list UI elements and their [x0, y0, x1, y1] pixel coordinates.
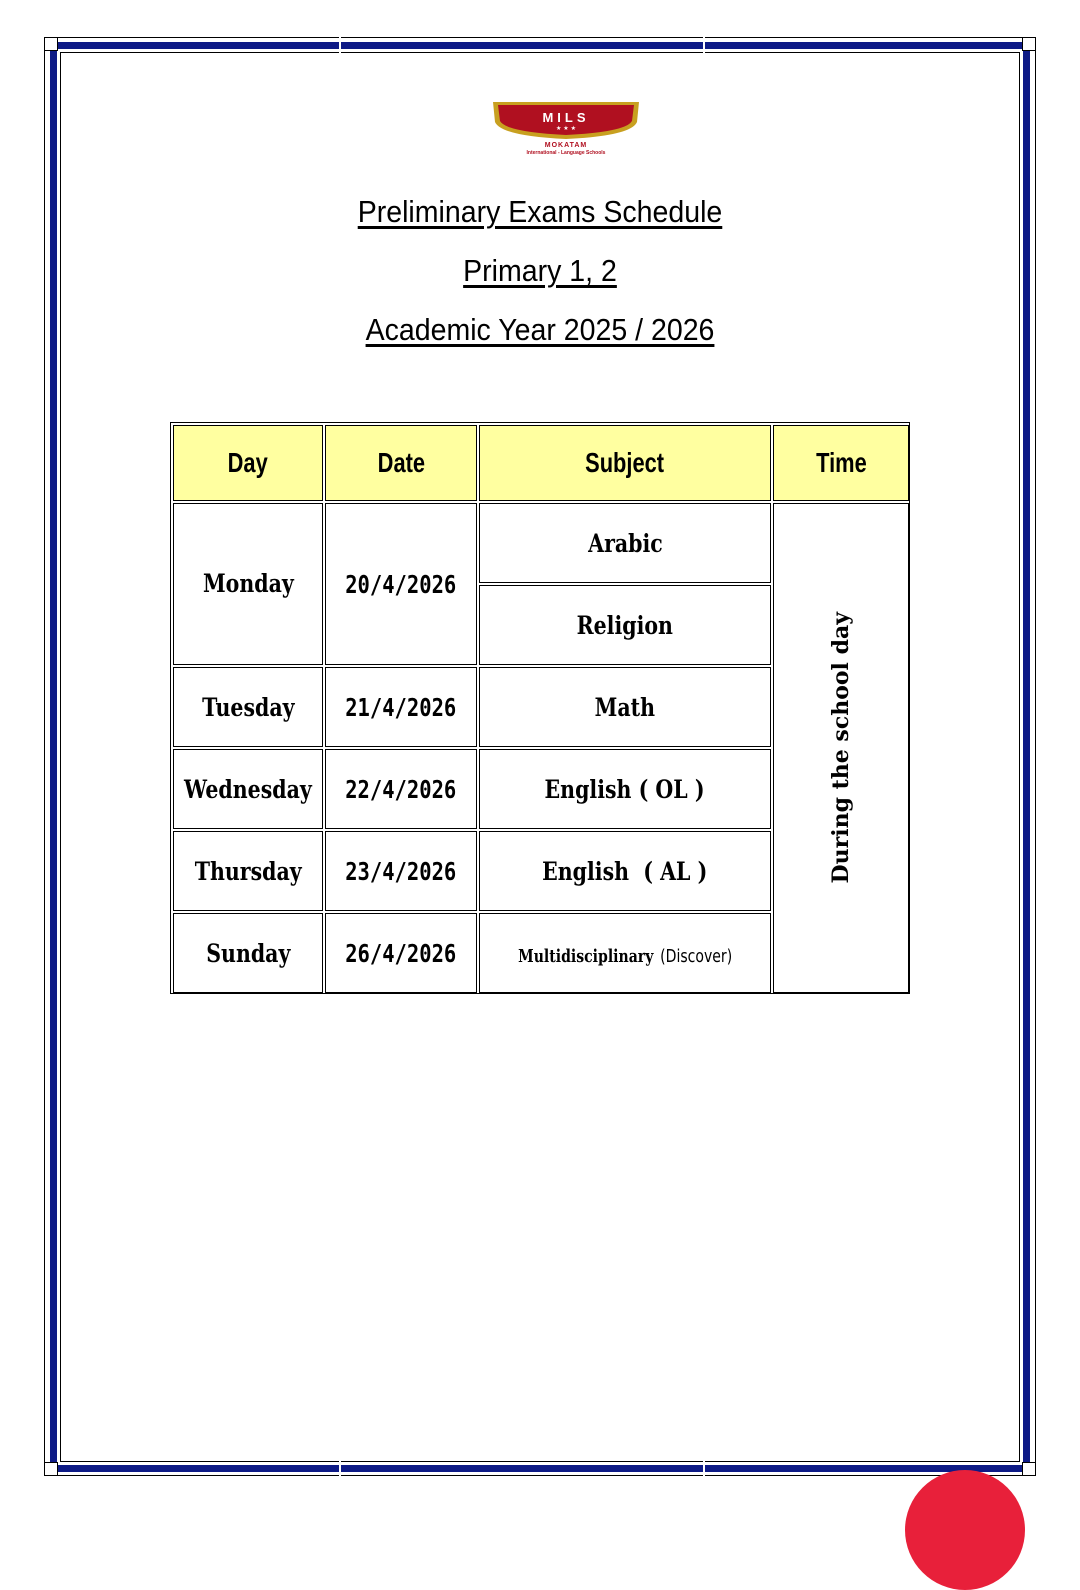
- logo-line-1: MOKATAM: [544, 142, 588, 149]
- school-logo: [466, 100, 666, 162]
- table-row-date: 26/4/2026: [325, 913, 477, 993]
- frame-seam: [703, 1460, 705, 1478]
- table-row-subject: English ( OL ): [479, 749, 771, 829]
- table-row-subject: English ( AL ): [479, 831, 771, 911]
- header-date: Date: [325, 425, 477, 501]
- table-row-subject: Religion: [479, 585, 771, 665]
- table-row-subject: Arabic: [479, 503, 771, 583]
- table-row-subject: Math: [479, 667, 771, 747]
- table-row-date: 23/4/2026: [325, 831, 477, 911]
- frame-corner-bl: [44, 1462, 58, 1476]
- table-row-subject: [479, 913, 771, 993]
- academic-year-heading: Academic Year 2025 / 2026: [365, 312, 715, 347]
- red-circle-decoration: [905, 1470, 1025, 1590]
- table-row-day: Thursday: [173, 831, 323, 911]
- time-text: During the school day: [828, 612, 854, 884]
- frame-seam: [703, 36, 705, 54]
- frame-corner-tr: [1022, 37, 1036, 51]
- logo-text: MILS: [542, 110, 590, 125]
- svg-text:★ ★ ★: ★ ★ ★: [556, 125, 576, 132]
- grade-heading: Primary 1, 2: [463, 253, 617, 288]
- frame-seam: [339, 1460, 341, 1478]
- logo-line-2: International - Language Schools: [526, 150, 606, 156]
- header-subject: Subject: [479, 425, 771, 501]
- document-title: Preliminary Exams Schedule: [357, 194, 723, 229]
- header-day: Day: [173, 425, 323, 501]
- table-row-date: 22/4/2026: [325, 749, 477, 829]
- frame-corner-br: [1022, 1462, 1036, 1476]
- subject-note: (Discover): [659, 945, 732, 967]
- table-row-day: Sunday: [173, 913, 323, 993]
- time-cell: [773, 503, 909, 993]
- header-time: Time: [773, 425, 909, 501]
- exam-schedule-table: [170, 422, 910, 994]
- table-row-date: 21/4/2026: [325, 667, 477, 747]
- frame-seam: [339, 36, 341, 54]
- frame-corner-tl: [44, 37, 58, 51]
- table-row-day: Tuesday: [173, 667, 323, 747]
- table-row-day: Monday: [173, 503, 323, 665]
- table-row-day: Wednesday: [173, 749, 323, 829]
- subject-name: Multidisciplinary: [517, 945, 654, 967]
- table-row-date: 20/4/2026: [325, 503, 477, 665]
